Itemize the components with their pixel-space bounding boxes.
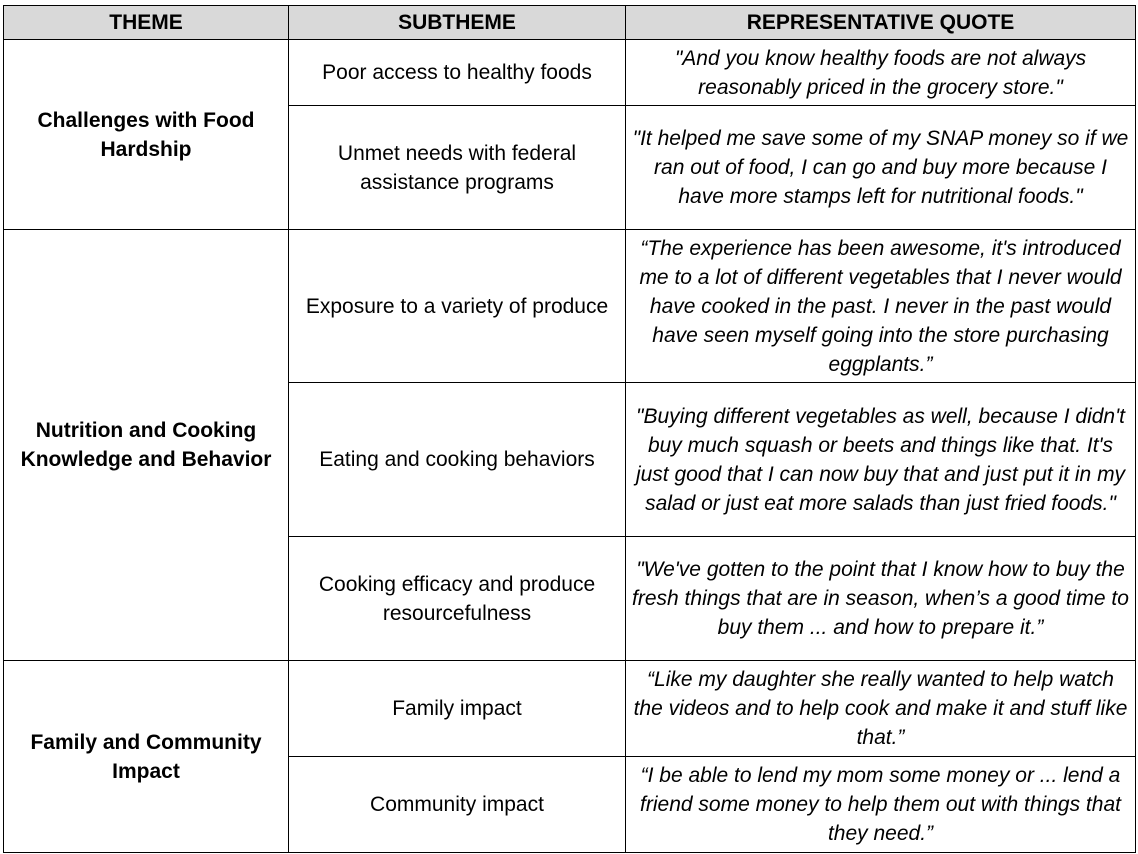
table-row xyxy=(4,40,1136,106)
theme-cell-nutrition-cooking: Nutrition and Cooking Knowledge and Behavior xyxy=(4,230,289,661)
quote-cell: "And you know healthy foods are not always reasonably priced in the grocery store." xyxy=(626,40,1136,106)
theme-cell-food-hardship: Challenges with Food Hardship xyxy=(4,40,289,230)
subtheme-cell: Eating and cooking behaviors xyxy=(289,383,626,537)
subtheme-cell: Family impact xyxy=(289,661,626,757)
subtheme-cell: Community impact xyxy=(289,757,626,853)
quote-cell: "We've gotten to the point that I know how to buy the fresh things that are in season, when’s a good time to buy them ... and how to prepare it.” xyxy=(626,537,1136,661)
table-row xyxy=(4,661,1136,757)
quote-cell: “I be able to lend my mom some money or ... lend a friend some money to help them out with things that they need.” xyxy=(626,757,1136,853)
subtheme-cell: Poor access to healthy foods xyxy=(289,40,626,106)
subtheme-cell: Exposure to a variety of produce xyxy=(289,230,626,383)
themes-table xyxy=(3,5,1136,853)
table-row xyxy=(4,230,1136,383)
quote-cell: "Buying different vegetables as well, because I didn't buy much squash or beets and things like that. It's just good that I can now buy that and just put it in my salad or just eat more salads than just fried foods." xyxy=(626,383,1136,537)
header-subtheme: SUBTHEME xyxy=(289,6,626,40)
header-quote: REPRESENTATIVE QUOTE xyxy=(626,6,1136,40)
quote-cell: “Like my daughter she really wanted to help watch the videos and to help cook and make it and stuff like that.” xyxy=(626,661,1136,757)
subtheme-cell: Cooking efficacy and produce resourcefulness xyxy=(289,537,626,661)
quote-cell: “The experience has been awesome, it's introduced me to a lot of different vegetables that I never would have cooked in the past. I never in the past would have seen myself going into the store purchasing eggplants.” xyxy=(626,230,1136,383)
header-row xyxy=(4,6,1136,40)
header-theme: THEME xyxy=(4,6,289,40)
theme-cell-family-community: Family and Community Impact xyxy=(4,661,289,853)
quote-cell: "It helped me save some of my SNAP money so if we ran out of food, I can go and buy more because I have more stamps left for nutritional foods." xyxy=(626,106,1136,230)
subtheme-cell: Unmet needs with federal assistance programs xyxy=(289,106,626,230)
